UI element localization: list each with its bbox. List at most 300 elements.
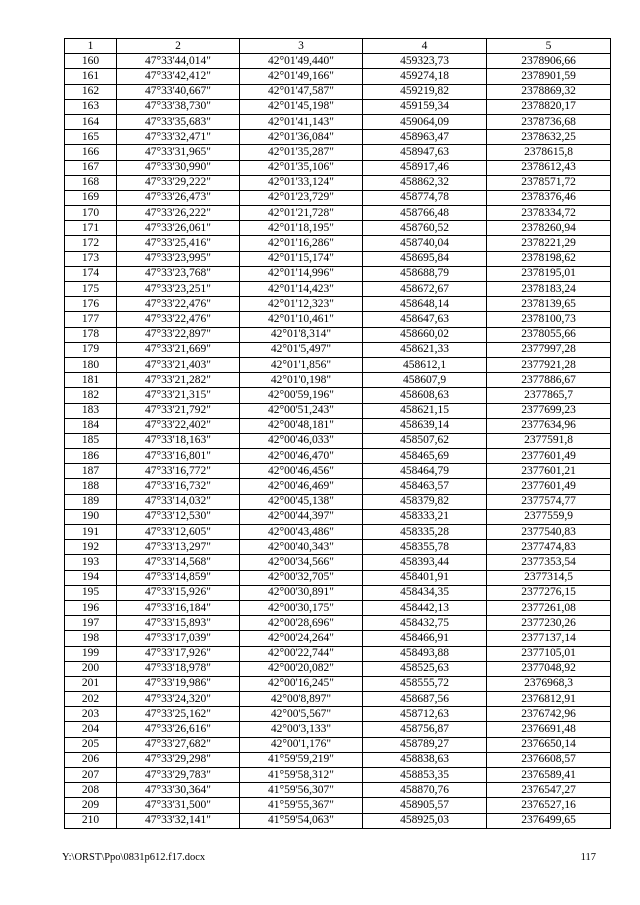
table-row xyxy=(65,282,611,297)
table-cell: 173 xyxy=(65,251,117,266)
table-cell: 2378221,29 xyxy=(487,236,611,251)
table-cell: 47°33'12,530" xyxy=(117,509,240,524)
table-row xyxy=(65,600,611,615)
table-cell: 42°00'46,456" xyxy=(240,464,363,479)
table-cell: 47°33'25,162" xyxy=(117,707,240,722)
table-cell: 458853,35 xyxy=(363,768,487,783)
table-cell: 2377591,8 xyxy=(487,433,611,448)
table-cell: 172 xyxy=(65,236,117,251)
table-cell: 42°00'34,566" xyxy=(240,555,363,570)
table-cell: 47°33'30,990" xyxy=(117,160,240,175)
table-cell: 47°33'31,965" xyxy=(117,145,240,160)
table-cell: 178 xyxy=(65,327,117,342)
table-cell: 199 xyxy=(65,646,117,661)
column-header: 4 xyxy=(363,39,487,54)
table-row xyxy=(65,160,611,175)
table-cell: 2377699,23 xyxy=(487,403,611,418)
table-cell: 47°33'26,222" xyxy=(117,206,240,221)
table-cell: 183 xyxy=(65,403,117,418)
table-cell: 47°33'29,783" xyxy=(117,768,240,783)
table-cell: 210 xyxy=(65,813,117,828)
table-row xyxy=(65,707,611,722)
table-cell: 2378198,62 xyxy=(487,251,611,266)
table-row xyxy=(65,312,611,327)
table-cell: 458688,79 xyxy=(363,266,487,281)
coordinates-table xyxy=(64,38,611,829)
table-cell: 2376742,96 xyxy=(487,707,611,722)
table-cell: 2376650,14 xyxy=(487,737,611,752)
table-cell: 197 xyxy=(65,616,117,631)
table-header-row xyxy=(65,39,611,54)
column-header: 1 xyxy=(65,39,117,54)
table-cell: 458687,56 xyxy=(363,692,487,707)
table-cell: 42°00'24,264" xyxy=(240,631,363,646)
table-row xyxy=(65,464,611,479)
table-cell: 165 xyxy=(65,130,117,145)
table-cell: 2377353,54 xyxy=(487,555,611,570)
table-cell: 2377921,28 xyxy=(487,357,611,372)
table-cell: 2378055,66 xyxy=(487,327,611,342)
table-cell: 42°01'5,497" xyxy=(240,342,363,357)
table-cell: 42°00'3,133" xyxy=(240,722,363,737)
table-row xyxy=(65,84,611,99)
table-cell: 42°00'16,245" xyxy=(240,676,363,691)
table-cell: 458493,88 xyxy=(363,646,487,661)
table-cell: 181 xyxy=(65,373,117,388)
table-cell: 458464,79 xyxy=(363,464,487,479)
table-row xyxy=(65,206,611,221)
table-cell: 174 xyxy=(65,266,117,281)
table-cell: 47°33'21,669" xyxy=(117,342,240,357)
table-cell: 209 xyxy=(65,798,117,813)
table-row xyxy=(65,768,611,783)
table-row xyxy=(65,342,611,357)
table-cell: 170 xyxy=(65,206,117,221)
table-cell: 458925,03 xyxy=(363,813,487,828)
table-cell: 458639,14 xyxy=(363,418,487,433)
table-cell: 47°33'16,732" xyxy=(117,479,240,494)
table-cell: 2376608,57 xyxy=(487,752,611,767)
table-cell: 459219,82 xyxy=(363,84,487,99)
table-cell: 42°01'35,106" xyxy=(240,160,363,175)
table-cell: 47°33'22,476" xyxy=(117,312,240,327)
table-cell: 163 xyxy=(65,99,117,114)
table-cell: 458838,63 xyxy=(363,752,487,767)
table-cell: 2378901,59 xyxy=(487,69,611,84)
table-cell: 42°00'22,744" xyxy=(240,646,363,661)
table-cell: 458774,78 xyxy=(363,190,487,205)
table-row xyxy=(65,54,611,69)
table-cell: 458862,32 xyxy=(363,175,487,190)
table-cell: 47°33'13,297" xyxy=(117,540,240,555)
table-cell: 458660,02 xyxy=(363,327,487,342)
table-row xyxy=(65,525,611,540)
table-cell: 458712,63 xyxy=(363,707,487,722)
table-row xyxy=(65,145,611,160)
table-cell: 458401,91 xyxy=(363,570,487,585)
table-cell: 179 xyxy=(65,342,117,357)
table-cell: 47°33'32,471" xyxy=(117,130,240,145)
table-row xyxy=(65,494,611,509)
table-cell: 42°00'28,696" xyxy=(240,616,363,631)
table-cell: 2378820,17 xyxy=(487,99,611,114)
table-cell: 42°01'33,124" xyxy=(240,175,363,190)
table-cell: 42°00'30,175" xyxy=(240,600,363,615)
table-cell: 2377314,5 xyxy=(487,570,611,585)
table-cell: 2377601,21 xyxy=(487,464,611,479)
table-cell: 41°59'58,312" xyxy=(240,768,363,783)
table-row xyxy=(65,266,611,281)
table-cell: 458333,21 xyxy=(363,509,487,524)
table-cell: 42°01'49,440" xyxy=(240,54,363,69)
table-cell: 2378334,72 xyxy=(487,206,611,221)
table-row xyxy=(65,692,611,707)
table-cell: 42°01'14,996" xyxy=(240,266,363,281)
table-cell: 458648,14 xyxy=(363,297,487,312)
table-cell: 458963,47 xyxy=(363,130,487,145)
table-cell: 458760,52 xyxy=(363,221,487,236)
table-cell: 182 xyxy=(65,388,117,403)
table-cell: 47°33'15,893" xyxy=(117,616,240,631)
table-cell: 42°01'49,166" xyxy=(240,69,363,84)
table-cell: 458905,57 xyxy=(363,798,487,813)
table-cell: 47°33'21,282" xyxy=(117,373,240,388)
table-cell: 42°01'15,174" xyxy=(240,251,363,266)
table-cell: 458621,15 xyxy=(363,403,487,418)
table-cell: 42°00'43,486" xyxy=(240,525,363,540)
table-row xyxy=(65,251,611,266)
table-cell: 47°33'21,792" xyxy=(117,403,240,418)
table-cell: 47°33'14,568" xyxy=(117,555,240,570)
footer-file-path: Y:\ORST\Ppo\0831p612.f17.docx xyxy=(62,852,206,863)
table-cell: 2378612,43 xyxy=(487,160,611,175)
table-cell: 203 xyxy=(65,707,117,722)
table-cell: 2376547,27 xyxy=(487,783,611,798)
table-cell: 458379,82 xyxy=(363,494,487,509)
table-body xyxy=(65,54,611,829)
table-cell: 47°33'17,039" xyxy=(117,631,240,646)
table-cell: 47°33'42,412" xyxy=(117,69,240,84)
table-cell: 47°33'23,251" xyxy=(117,282,240,297)
table-row xyxy=(65,357,611,372)
table-cell: 47°33'23,768" xyxy=(117,266,240,281)
table-cell: 47°33'30,364" xyxy=(117,783,240,798)
table-cell: 2377559,9 xyxy=(487,509,611,524)
table-cell: 47°33'14,032" xyxy=(117,494,240,509)
table-cell: 47°33'31,500" xyxy=(117,798,240,813)
table-cell: 42°00'45,138" xyxy=(240,494,363,509)
table-cell: 2377634,96 xyxy=(487,418,611,433)
table-row xyxy=(65,752,611,767)
table-cell: 47°33'23,995" xyxy=(117,251,240,266)
table-cell: 41°59'55,367" xyxy=(240,798,363,813)
table-cell: 171 xyxy=(65,221,117,236)
table-cell: 2377601,49 xyxy=(487,479,611,494)
table-cell: 177 xyxy=(65,312,117,327)
table-cell: 161 xyxy=(65,69,117,84)
table-row xyxy=(65,722,611,737)
table-cell: 458917,46 xyxy=(363,160,487,175)
table-cell: 42°01'12,323" xyxy=(240,297,363,312)
table-cell: 458507,62 xyxy=(363,433,487,448)
table-cell: 2378100,73 xyxy=(487,312,611,327)
table-cell: 194 xyxy=(65,570,117,585)
table-row xyxy=(65,540,611,555)
table-cell: 2378183,24 xyxy=(487,282,611,297)
table-cell: 2378571,72 xyxy=(487,175,611,190)
table-cell: 169 xyxy=(65,190,117,205)
table-cell: 47°33'14,859" xyxy=(117,570,240,585)
table-cell: 47°33'27,682" xyxy=(117,737,240,752)
table-row xyxy=(65,190,611,205)
table-row xyxy=(65,373,611,388)
table-cell: 2377574,77 xyxy=(487,494,611,509)
table-cell: 458434,35 xyxy=(363,585,487,600)
table-cell: 186 xyxy=(65,449,117,464)
table-cell: 164 xyxy=(65,114,117,129)
table-cell: 41°59'59,219" xyxy=(240,752,363,767)
column-header: 2 xyxy=(117,39,240,54)
table-row xyxy=(65,99,611,114)
table-row xyxy=(65,631,611,646)
table-cell: 47°33'21,315" xyxy=(117,388,240,403)
table-cell: 41°59'56,307" xyxy=(240,783,363,798)
table-row xyxy=(65,737,611,752)
table-row xyxy=(65,236,611,251)
table-cell: 47°33'26,061" xyxy=(117,221,240,236)
table-row xyxy=(65,449,611,464)
table-cell: 47°33'24,320" xyxy=(117,692,240,707)
table-row xyxy=(65,798,611,813)
table-row xyxy=(65,509,611,524)
table-cell: 2376527,16 xyxy=(487,798,611,813)
table-cell: 185 xyxy=(65,433,117,448)
table-row xyxy=(65,130,611,145)
table-cell: 47°33'16,801" xyxy=(117,449,240,464)
table-cell: 458393,44 xyxy=(363,555,487,570)
table-cell: 195 xyxy=(65,585,117,600)
column-header: 5 xyxy=(487,39,611,54)
table-cell: 198 xyxy=(65,631,117,646)
table-cell: 202 xyxy=(65,692,117,707)
table-row xyxy=(65,479,611,494)
table-cell: 2377997,28 xyxy=(487,342,611,357)
table-row xyxy=(65,175,611,190)
table-row xyxy=(65,616,611,631)
table-cell: 2377886,67 xyxy=(487,373,611,388)
table-cell: 208 xyxy=(65,783,117,798)
table-cell: 206 xyxy=(65,752,117,767)
table-cell: 2377105,01 xyxy=(487,646,611,661)
table-cell: 2378615,8 xyxy=(487,145,611,160)
table-row xyxy=(65,388,611,403)
table-cell: 458608,63 xyxy=(363,388,487,403)
table-cell: 458766,48 xyxy=(363,206,487,221)
table-cell: 458870,76 xyxy=(363,783,487,798)
table-cell: 459274,18 xyxy=(363,69,487,84)
table-cell: 458607,9 xyxy=(363,373,487,388)
table-cell: 458465,69 xyxy=(363,449,487,464)
table-cell: 47°33'12,605" xyxy=(117,525,240,540)
table-cell: 42°01'1,856" xyxy=(240,357,363,372)
table-cell: 47°33'18,163" xyxy=(117,433,240,448)
table-row xyxy=(65,555,611,570)
table-cell: 47°33'32,141" xyxy=(117,813,240,828)
table-cell: 205 xyxy=(65,737,117,752)
table-row xyxy=(65,418,611,433)
table-cell: 47°33'26,616" xyxy=(117,722,240,737)
table-row xyxy=(65,433,611,448)
table-cell: 42°01'0,198" xyxy=(240,373,363,388)
table-cell: 42°00'51,243" xyxy=(240,403,363,418)
table-cell: 160 xyxy=(65,54,117,69)
table-cell: 191 xyxy=(65,525,117,540)
table-cell: 458463,57 xyxy=(363,479,487,494)
table-cell: 42°00'32,705" xyxy=(240,570,363,585)
table-cell: 41°59'54,063" xyxy=(240,813,363,828)
table-cell: 42°00'44,397" xyxy=(240,509,363,524)
table-cell: 458621,33 xyxy=(363,342,487,357)
table-cell: 2376968,3 xyxy=(487,676,611,691)
column-header: 3 xyxy=(240,39,363,54)
table-cell: 2378869,32 xyxy=(487,84,611,99)
table-cell: 42°01'36,084" xyxy=(240,130,363,145)
table-cell: 2378376,46 xyxy=(487,190,611,205)
table-cell: 42°00'8,897" xyxy=(240,692,363,707)
table-cell: 168 xyxy=(65,175,117,190)
table-row xyxy=(65,403,611,418)
page-number: 117 xyxy=(580,852,596,863)
table-cell: 458355,78 xyxy=(363,540,487,555)
table-cell: 42°00'59,196" xyxy=(240,388,363,403)
table-cell: 207 xyxy=(65,768,117,783)
table-cell: 2378736,68 xyxy=(487,114,611,129)
table-cell: 47°33'29,222" xyxy=(117,175,240,190)
table-cell: 47°33'22,402" xyxy=(117,418,240,433)
table-cell: 458612,1 xyxy=(363,357,487,372)
table-cell: 47°33'25,416" xyxy=(117,236,240,251)
table-cell: 42°01'14,423" xyxy=(240,282,363,297)
table-cell: 458555,72 xyxy=(363,676,487,691)
table-cell: 2376812,91 xyxy=(487,692,611,707)
table-cell: 42°01'41,143" xyxy=(240,114,363,129)
table-row xyxy=(65,297,611,312)
table-row xyxy=(65,676,611,691)
table-cell: 2378906,66 xyxy=(487,54,611,69)
table-cell: 187 xyxy=(65,464,117,479)
table-cell: 42°00'1,176" xyxy=(240,737,363,752)
table-cell: 162 xyxy=(65,84,117,99)
table-cell: 2376589,41 xyxy=(487,768,611,783)
table-cell: 458789,27 xyxy=(363,737,487,752)
table-cell: 458756,87 xyxy=(363,722,487,737)
table-cell: 201 xyxy=(65,676,117,691)
table-cell: 2377230,26 xyxy=(487,616,611,631)
table-cell: 47°33'17,926" xyxy=(117,646,240,661)
table-cell: 458672,67 xyxy=(363,282,487,297)
table-cell: 42°00'40,343" xyxy=(240,540,363,555)
table-cell: 47°33'15,926" xyxy=(117,585,240,600)
table-cell: 180 xyxy=(65,357,117,372)
table-cell: 193 xyxy=(65,555,117,570)
table-cell: 2377865,7 xyxy=(487,388,611,403)
table-cell: 47°33'29,298" xyxy=(117,752,240,767)
table-row xyxy=(65,221,611,236)
table-cell: 47°33'21,403" xyxy=(117,357,240,372)
table-row xyxy=(65,783,611,798)
table-cell: 47°33'18,978" xyxy=(117,661,240,676)
table-cell: 188 xyxy=(65,479,117,494)
table-cell: 459159,34 xyxy=(363,99,487,114)
table-cell: 47°33'40,667" xyxy=(117,84,240,99)
table-cell: 2377601,49 xyxy=(487,449,611,464)
table-cell: 458947,63 xyxy=(363,145,487,160)
table-cell: 42°01'45,198" xyxy=(240,99,363,114)
table-cell: 196 xyxy=(65,600,117,615)
table-cell: 2376499,65 xyxy=(487,813,611,828)
table-cell: 42°00'48,181" xyxy=(240,418,363,433)
table-cell: 204 xyxy=(65,722,117,737)
table-cell: 42°01'16,286" xyxy=(240,236,363,251)
table-row xyxy=(65,570,611,585)
table-cell: 47°33'19,986" xyxy=(117,676,240,691)
table-cell: 458525,63 xyxy=(363,661,487,676)
table-cell: 458466,91 xyxy=(363,631,487,646)
table-cell: 47°33'35,683" xyxy=(117,114,240,129)
table-cell: 2377261,08 xyxy=(487,600,611,615)
table-cell: 42°00'20,082" xyxy=(240,661,363,676)
table-cell: 47°33'16,184" xyxy=(117,600,240,615)
table-cell: 2377540,83 xyxy=(487,525,611,540)
table-cell: 42°01'8,314" xyxy=(240,327,363,342)
table-cell: 166 xyxy=(65,145,117,160)
table-cell: 47°33'22,897" xyxy=(117,327,240,342)
table-cell: 47°33'22,476" xyxy=(117,297,240,312)
table-cell: 458647,63 xyxy=(363,312,487,327)
table-cell: 2377474,83 xyxy=(487,540,611,555)
table-cell: 2377137,14 xyxy=(487,631,611,646)
table-cell: 47°33'16,772" xyxy=(117,464,240,479)
table-row xyxy=(65,661,611,676)
table-cell: 42°01'18,195" xyxy=(240,221,363,236)
table-cell: 47°33'26,473" xyxy=(117,190,240,205)
table-cell: 42°01'35,287" xyxy=(240,145,363,160)
table-cell: 175 xyxy=(65,282,117,297)
table-cell: 42°01'10,461" xyxy=(240,312,363,327)
table-cell: 2378260,94 xyxy=(487,221,611,236)
table-cell: 42°00'46,033" xyxy=(240,433,363,448)
table-cell: 42°00'5,567" xyxy=(240,707,363,722)
table-row xyxy=(65,646,611,661)
table-cell: 459064,09 xyxy=(363,114,487,129)
table-cell: 192 xyxy=(65,540,117,555)
table-cell: 42°00'46,469" xyxy=(240,479,363,494)
table-cell: 458740,04 xyxy=(363,236,487,251)
table-cell: 2377276,15 xyxy=(487,585,611,600)
table-row xyxy=(65,327,611,342)
table-cell: 47°33'44,014" xyxy=(117,54,240,69)
table-cell: 190 xyxy=(65,509,117,524)
table-cell: 458442,13 xyxy=(363,600,487,615)
table-cell: 184 xyxy=(65,418,117,433)
table-cell: 167 xyxy=(65,160,117,175)
table-cell: 2378632,25 xyxy=(487,130,611,145)
table-cell: 47°33'38,730" xyxy=(117,99,240,114)
table-cell: 2378195,01 xyxy=(487,266,611,281)
table-cell: 42°00'46,470" xyxy=(240,449,363,464)
table-row xyxy=(65,585,611,600)
table-cell: 458695,84 xyxy=(363,251,487,266)
